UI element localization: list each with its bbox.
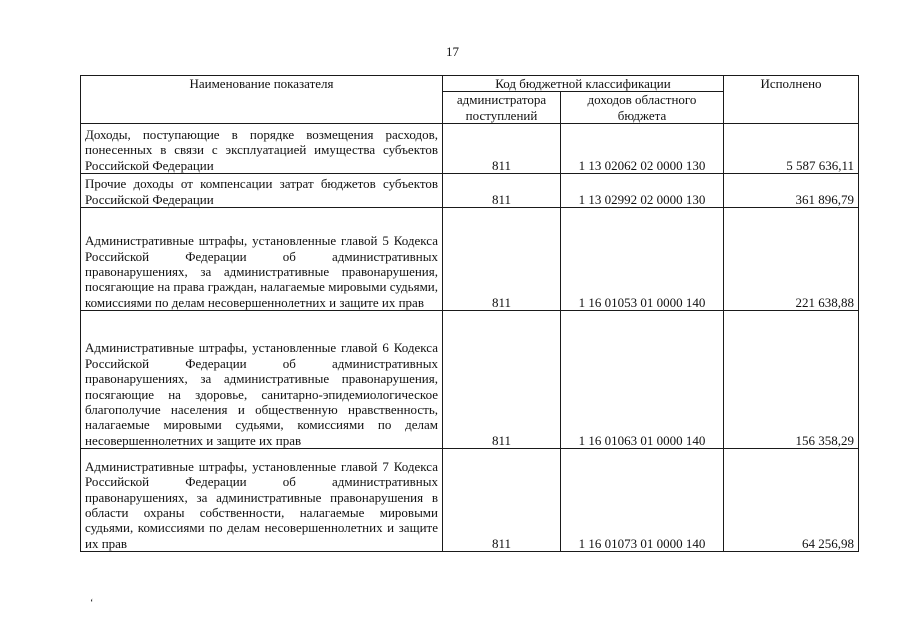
row-executed: 361 896,79 [724, 174, 859, 208]
header-admin: администратора поступлений [443, 92, 561, 124]
row-admin-code: 811 [443, 311, 561, 449]
table-row [81, 449, 859, 552]
row-executed: 221 638,88 [724, 208, 859, 311]
row-budget-code: 1 13 02992 02 0000 130 [561, 174, 724, 208]
row-budget-code: 1 13 02062 02 0000 130 [561, 124, 724, 174]
row-name: Административные штрафы, установленные главой 7 Кодекса Российской Федерации об административных правонарушениях, за административные правонарушения в области охраны собственности, налагаемые мировыми судьями, комиссиями по делам несовершеннолетних и защите их прав [81, 449, 443, 552]
row-admin-code: 811 [443, 449, 561, 552]
row-name: Административные штрафы, установленные главой 5 Кодекса Российской Федерации об административных правонарушениях, за административные правонарушения, посягающие на права граждан, налагаемые мировыми судьями, комиссиями по делам несовершеннолетних и защите их прав [81, 208, 443, 311]
row-budget-code: 1 16 01053 01 0000 140 [561, 208, 724, 311]
budget-revenue-table [80, 75, 859, 552]
page-number: 17 [446, 44, 459, 59]
header-code-group: Код бюджетной классификации [443, 76, 724, 92]
table-row [81, 174, 859, 208]
row-executed: 5 587 636,11 [724, 124, 859, 174]
row-executed: 64 256,98 [724, 449, 859, 552]
row-name: Административные штрафы, установленные главой 6 Кодекса Российской Федерации об административных правонарушениях, за административные правонарушения, посягающие на здоровье, санитарно-эпидемиологическое благополучие населения и общественную нравственность, налагаемые мировыми судьями, комиссиями по делам несовершеннолетних и защите их прав [81, 311, 443, 449]
table-row [81, 208, 859, 311]
row-admin-code: 811 [443, 174, 561, 208]
row-admin-code: 811 [443, 124, 561, 174]
row-executed: 156 358,29 [724, 311, 859, 449]
header-budget: доходов областного бюджета [561, 92, 724, 124]
row-name: Доходы, поступающие в порядке возмещения расходов, понесенных в связи с эксплуатацией имущества субъектов Российской Федерации [81, 124, 443, 174]
row-budget-code: 1 16 01063 01 0000 140 [561, 311, 724, 449]
header-row [81, 76, 859, 92]
header-name: Наименование показателя [81, 76, 443, 124]
header-executed: Исполнено [724, 76, 859, 124]
row-name: Прочие доходы от компенсации затрат бюджетов субъектов Российской Федерации [81, 174, 443, 208]
row-admin-code: 811 [443, 208, 561, 311]
table-row [81, 311, 859, 449]
table-row [81, 124, 859, 174]
scan-mark: ‘ [90, 598, 94, 609]
row-budget-code: 1 16 01073 01 0000 140 [561, 449, 724, 552]
